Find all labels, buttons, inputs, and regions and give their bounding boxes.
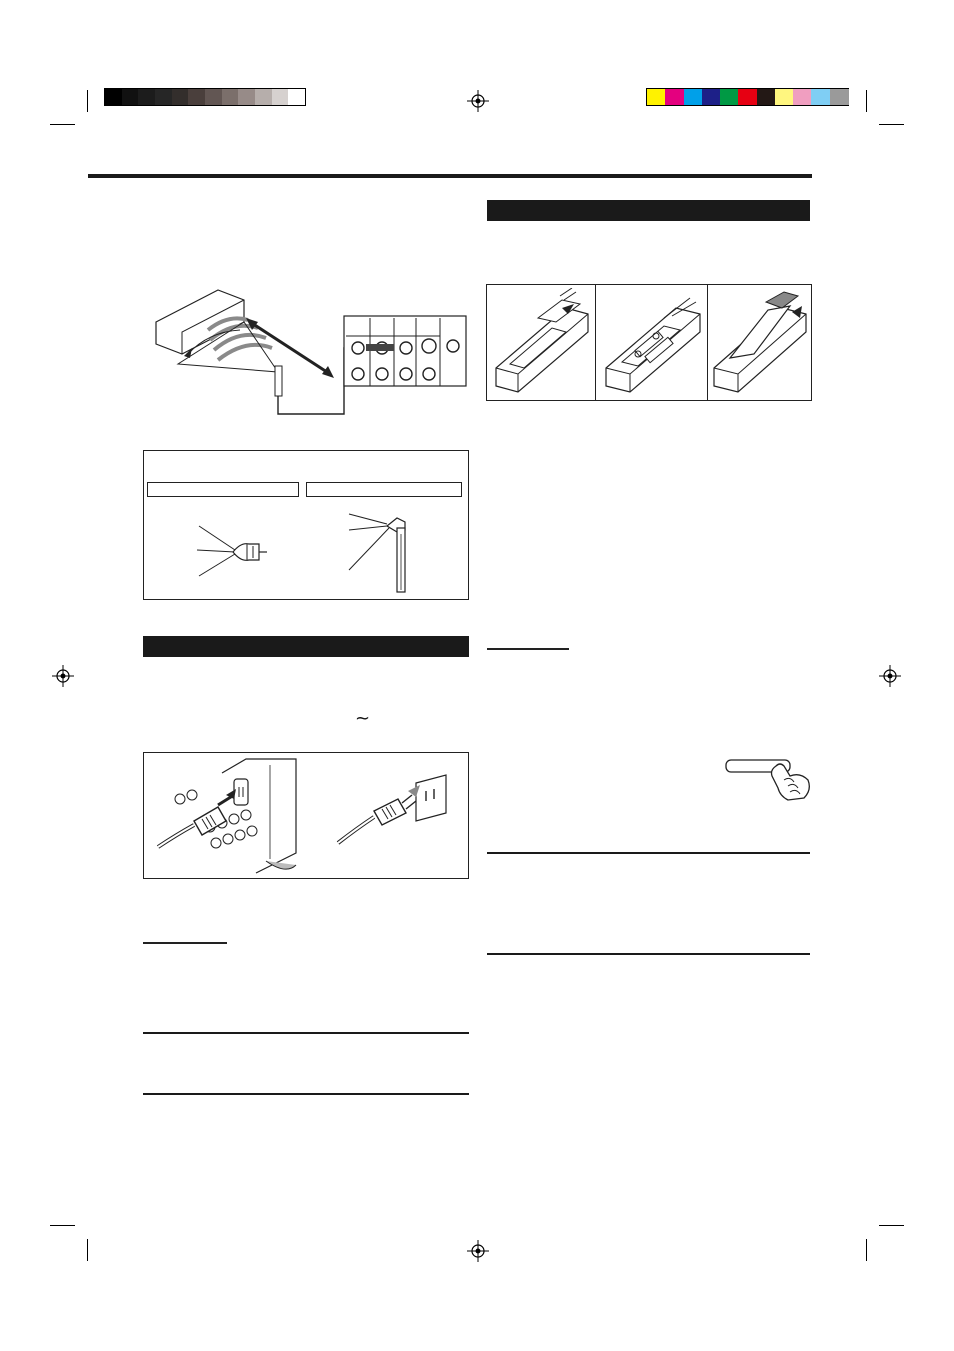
crosshair-registration-mark-icon: [467, 90, 489, 112]
remote-battery-step-1: [490, 288, 592, 398]
color-swatch: [830, 89, 849, 105]
color-swatch: [738, 89, 757, 105]
note-box-rule-right-bottom: [487, 953, 810, 955]
gray-swatch: [172, 89, 189, 105]
section-header-bar-left: [143, 636, 469, 657]
gray-swatch: [222, 89, 239, 105]
crosshair-registration-mark-icon: [879, 665, 901, 687]
note-box-rule-left-bottom: [143, 1093, 469, 1095]
gray-swatch: [255, 89, 272, 105]
gray-swatch: [288, 89, 305, 105]
crop-mark-bottom-left-horizontal: [50, 1225, 75, 1226]
gray-swatch: [122, 89, 139, 105]
color-swatch: [647, 89, 666, 105]
gray-swatch: [205, 89, 222, 105]
color-swatch: [811, 89, 830, 105]
page-header-rule: [88, 174, 812, 178]
gray-swatch: [272, 89, 289, 105]
crop-mark-top-right-vertical: [866, 90, 867, 112]
plug-type-panel: [143, 450, 469, 600]
gray-swatch: [155, 89, 172, 105]
color-swatch: [684, 89, 703, 105]
color-swatch: [702, 89, 721, 105]
crop-mark-top-left-vertical: [87, 90, 88, 112]
gray-swatch: [105, 89, 122, 105]
crop-mark-bottom-left-vertical: [87, 1239, 88, 1261]
color-swatch: [757, 89, 776, 105]
gray-swatch: [188, 89, 205, 105]
straight-plug-diagram: [195, 518, 270, 580]
color-swatch: [720, 89, 739, 105]
crop-mark-top-left-horizontal: [50, 124, 75, 125]
panel-divider: [707, 284, 708, 401]
plug-type-label-box-left: [147, 482, 299, 497]
subheading-underline-left: [143, 942, 227, 944]
color-swatch: [793, 89, 812, 105]
crosshair-registration-mark-icon: [467, 1240, 489, 1262]
gray-swatch: [238, 89, 255, 105]
crop-mark-top-right-horizontal: [879, 124, 904, 125]
crop-mark-bottom-right-vertical: [866, 1239, 867, 1261]
note-box-rule-left-top: [143, 1032, 469, 1034]
plug-type-label-box-right: [306, 482, 462, 497]
angled-plug-diagram: [345, 508, 415, 594]
color-swatch: [775, 89, 794, 105]
note-box-rule-right-top: [487, 852, 810, 854]
color-swatch: [665, 89, 684, 105]
crop-mark-bottom-right-horizontal: [879, 1225, 904, 1226]
ac-tilde-symbol: ~: [355, 708, 371, 729]
subheading-underline-right: [487, 648, 569, 650]
crosshair-registration-mark-icon: [52, 665, 74, 687]
section-header-bar-right-top: [487, 200, 810, 221]
remote-battery-step-2: [600, 288, 704, 398]
pointing-hand-icon[interactable]: [724, 756, 814, 804]
panel-divider: [595, 284, 596, 401]
antenna-connection-illustration: [148, 282, 470, 422]
power-cord-connection-illustration: [146, 755, 466, 876]
gray-swatch: [138, 89, 155, 105]
remote-battery-step-3: [710, 288, 810, 398]
